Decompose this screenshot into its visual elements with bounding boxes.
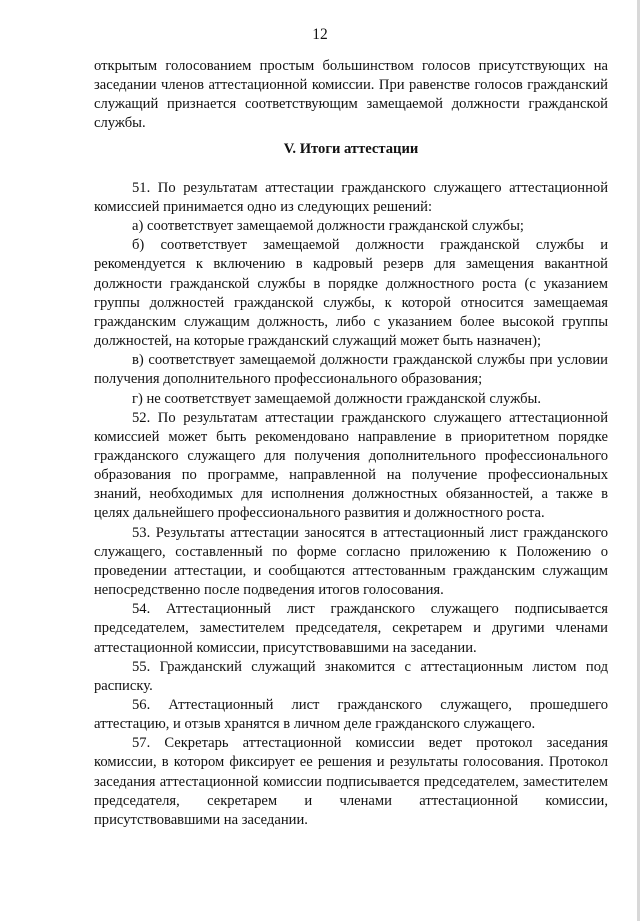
paragraph-52: 52. По результатам аттестации гражданского служащего аттестационной комиссией может быть рекомендовано направление в приоритетном порядке гражданского служащего для получения дополнительного профессионального образования по программе, направленной на получение профессиональных знаний, необходимых для исполнения должностных обязанностей, а также в целях дальнейшего профессионального развития и должностного роста. [94, 409, 608, 522]
paragraph-54: 54. Аттестационный лист гражданского служащего подписывается председателем, заместителем председателя, секретарем и другими членами аттестационной комиссии, присутствовавшими на заседании. [94, 601, 608, 656]
paragraph-51-b: б) соответствует замещаемой должности гражданской службы и рекомендуется к включению в кадровый резерв для замещения вакантной должности гражданской службы в порядке должностного роста (с указанием группы должностей гражданской службы, к которой относится замещаемая гражданским служащим должность, либо с указанием более высокой группы должностей, на которые гражданский служащий может быть назначен); [94, 237, 608, 350]
document-body [94, 57, 608, 830]
paragraph-57: 57. Секретарь аттестационной комиссии ведет протокол заседания комиссии, в котором фиксирует ее решения и результаты голосования. Протокол заседания аттестационной комиссии подписывается председателем, заместителем председателя, секретарем и членами аттестационной комиссии, присутствовавшими на заседании. [94, 735, 608, 828]
paragraph-56: 56. Аттестационный лист гражданского служащего, прошедшего аттестацию, и отзыв хранятся в личном деле гражданского служащего. [94, 697, 608, 733]
section-heading: V. Итоги аттестации [283, 140, 419, 157]
paragraph-53: 53. Результаты аттестации заносятся в аттестационный лист гражданского служащего, составленный по форме согласно приложению к Положению о проведении аттестации, и сообщаются аттестованным гражданским служащим непосредственно после подведения итогов голосования. [94, 524, 608, 599]
paragraph-55: 55. Гражданский служащий знакомится с аттестационным листом под расписку. [94, 658, 608, 694]
paragraph-51-a: а) соответствует замещаемой должности гражданской службы; [132, 218, 524, 235]
paragraph-51-v: в) соответствует замещаемой должности гражданской службы при условии получения дополнительного профессионального образования; [94, 352, 608, 388]
page-number: 12 [312, 26, 328, 43]
intro-paragraph: открытым голосованием простым большинством голосов присутствующих на заседании членов аттестационной комиссии. При равенстве голосов гражданский служащий признается соответствующим замещаемой должности гражданской службы. [94, 58, 608, 132]
paragraph-51: 51. По результатам аттестации гражданского служащего аттестационной комиссией принимается одно из следующих решений: [94, 179, 608, 215]
paragraph-51-g: г) не соответствует замещаемой должности гражданской службы. [132, 390, 541, 407]
